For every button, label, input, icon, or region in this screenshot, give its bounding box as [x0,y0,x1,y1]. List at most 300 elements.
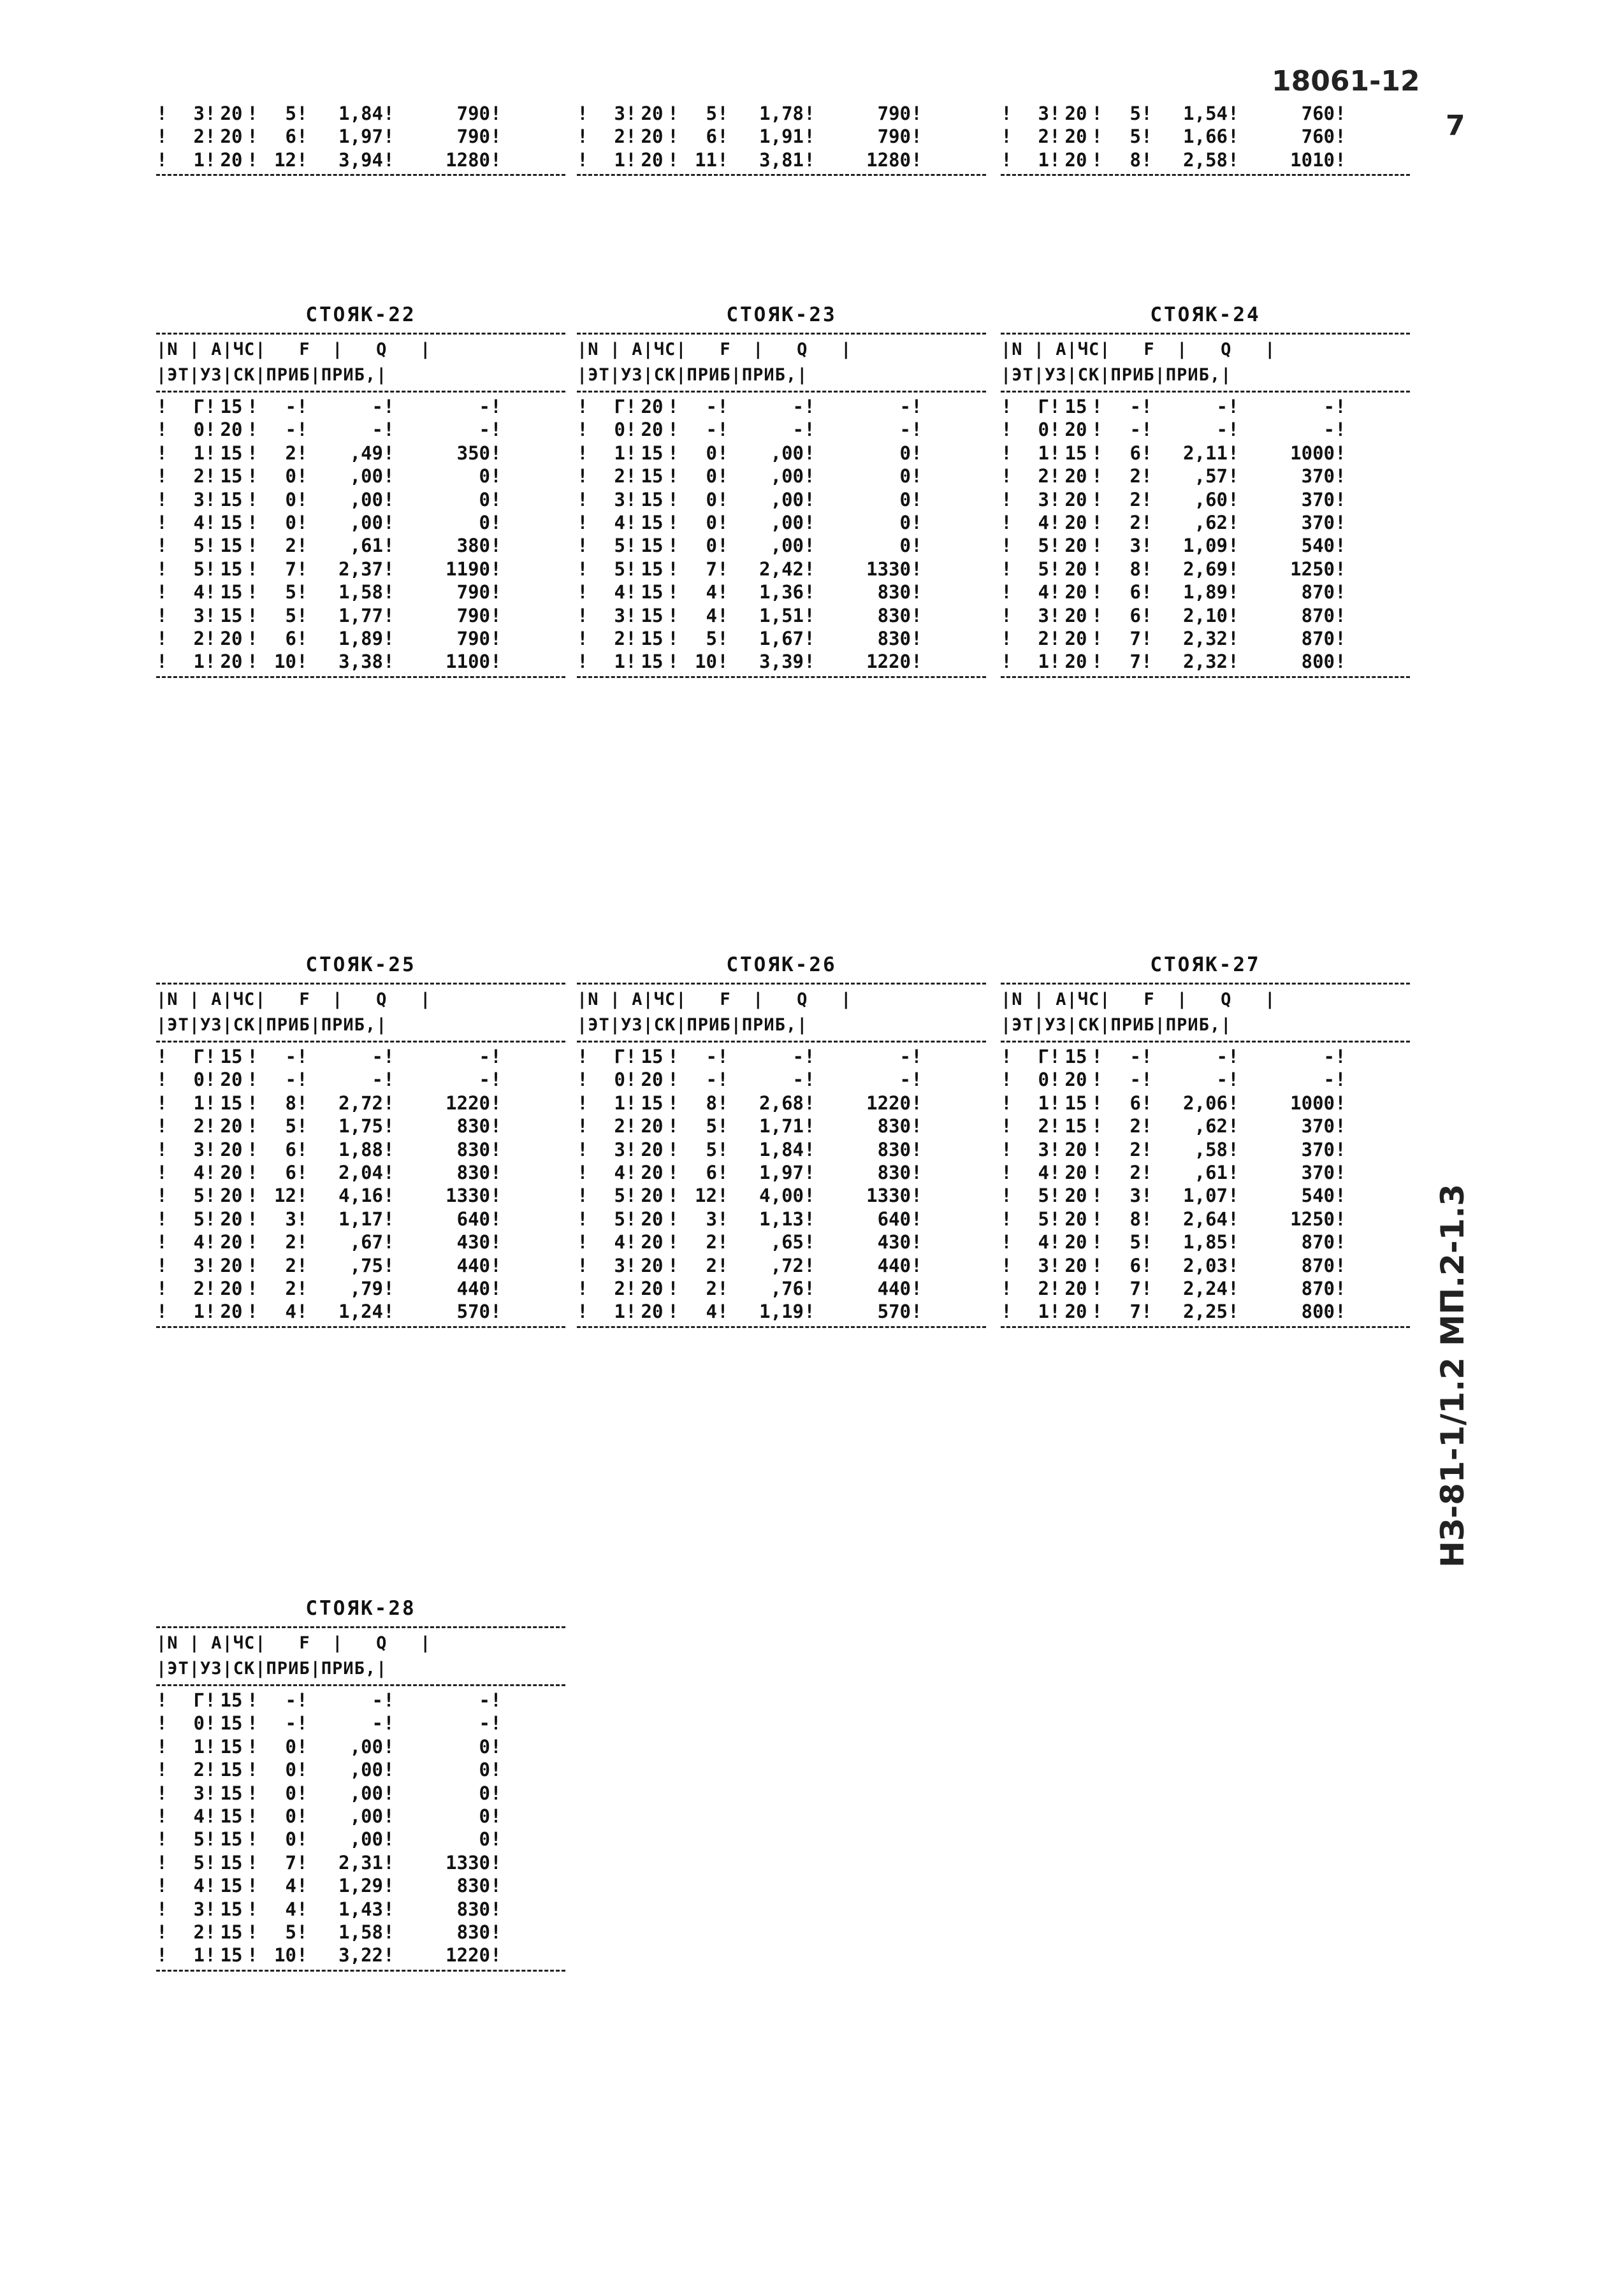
table-row: ! 3 ! 20 ! 6 ! 2,10 ! 870 ! [1001,604,1346,626]
table-cell: 1 [193,1301,205,1323]
table-cell: 3 [614,103,625,124]
table-cell: 0 [899,535,911,557]
table-cell: 0 [706,535,717,557]
table-cell: 1 [614,148,625,171]
table-cell: 7 [285,558,296,580]
table-cell: - [1129,1069,1141,1091]
table-cell: 5 [1129,103,1141,124]
table-cell: - [372,396,383,417]
table-cell: 830 [456,1898,490,1920]
table-cell: - [285,396,296,417]
table-cell: 15 [220,1782,243,1804]
table-cell: 4 [1038,581,1049,603]
table-cell: 4 [706,604,717,626]
table-cell: 15 [641,488,664,510]
table-cell: 1 [1038,1301,1049,1323]
table-cell: 0 [899,488,911,510]
table-cell: 830 [877,604,911,626]
table-cell: ,00 [770,442,804,464]
table-row: ! 5 ! 20 ! 8 ! 2,69 ! 1250 ! [1001,558,1346,580]
table-cell: 2,58 [1183,148,1228,171]
table-row: ! 3 ! 15 ! 4 ! 1,43 ! 830 ! [156,1898,502,1920]
divider [156,1041,565,1043]
divider [156,1626,565,1628]
table-cell: - [479,1069,490,1091]
table-row: ! 1 ! 15 ! 0 ! ,00 ! 0 ! [577,442,922,464]
table-row: ! 3 ! 15 ! 0 ! ,00 ! 0 ! [156,1782,502,1804]
table-cell: 6 [285,627,296,649]
table-cell: 5 [614,1208,625,1230]
table-cell: 6 [1129,581,1141,603]
table-cell: 20 [1064,511,1087,533]
table-cell: 0 [193,1069,205,1091]
table-cell: - [285,1712,296,1735]
table-row: ! 5 ! 20 ! 12 ! 4,16 ! 1330 ! [156,1185,502,1207]
table-row: ! 5 ! 15 ! 2 ! ,61 ! 380 ! [156,535,502,557]
table-cell: 1100 [446,651,490,673]
table-row: ! 4 ! 15 ! 4 ! 1,36 ! 830 ! [577,581,922,603]
table-cell: 1010 [1290,148,1335,171]
table-cell: - [372,1046,383,1067]
table-cell: 0 [479,465,490,487]
table-cell: 790 [456,103,490,124]
table-cell: 8 [706,1092,717,1114]
divider [577,1041,986,1043]
divider [577,333,986,335]
table-cell: 4 [1038,511,1049,533]
table-row: ! 5 ! 20 ! 3 ! 1,13 ! 640 ! [577,1208,922,1230]
table-cell: 4 [285,1875,296,1897]
table-cell: 8 [1129,148,1141,171]
table-cell: 15 [641,581,664,603]
table-cell: 830 [877,581,911,603]
table-cell: 0 [285,1828,296,1851]
table-cell: 2 [193,465,205,487]
table-cell: - [285,419,296,441]
table-row: ! 1 ! 15 ! 8 ! 2,72 ! 1220 ! [156,1092,502,1114]
table-cell: 4 [1038,1161,1049,1183]
table-cell: 1,75 [338,1115,383,1137]
table-row: ! 4 ! 15 ! 5 ! 1,58 ! 790 ! [156,581,502,603]
table-cell: 4 [614,511,625,533]
table-cell: 800 [1301,1301,1335,1323]
table-row: ! 1 ! 20 ! 12 ! 3,94 ! 1280 ! [156,148,502,171]
table-header-line-1: |N | А|ЧС| F | Q | [577,990,852,1009]
table-cell: 570 [877,1301,911,1323]
table-row: ! 3 ! 20 ! 5 ! 1,84 ! 830 ! [577,1138,922,1160]
divider [1001,676,1410,678]
riser-table [1001,102,1410,178]
table-cell: 0 [285,1759,296,1781]
divider [156,391,565,393]
table-cell: 15 [641,535,664,557]
table-cell: 20 [641,1185,664,1207]
table-cell: 1,43 [338,1898,383,1920]
table-cell: - [899,1046,911,1067]
table-cell: 1,88 [338,1138,383,1160]
table-cell: 8 [1129,558,1141,580]
table-cell: ,00 [349,1735,383,1758]
table-cell: ,65 [770,1231,804,1253]
table-cell: 0 [706,488,717,510]
table-cell: 15 [220,1898,243,1920]
table-cell: 15 [220,1921,243,1943]
table-cell: - [479,1689,490,1711]
table-cell: ,00 [349,465,383,487]
table-cell: 3 [285,1208,296,1230]
table-cell: 5 [193,1185,205,1207]
table-cell: 5 [614,558,625,580]
table-cell: 790 [456,627,490,649]
table-row: ! Г ! 15 ! - ! - ! - ! [1001,1046,1346,1067]
table-row: ! 2 ! 20 ! 5 ! 1,75 ! 830 ! [156,1115,502,1137]
table-cell: 0 [479,1759,490,1781]
table-cell: - [285,1689,296,1711]
table-cell: 0 [899,442,911,464]
table-row: ! 4 ! 15 ! 0 ! ,00 ! 0 ! [156,511,502,533]
table-cell: 830 [456,1921,490,1943]
divider [156,676,565,678]
table-cell: ,79 [349,1277,383,1299]
table-cell: 1,84 [338,103,383,124]
table-row: ! 4 ! 20 ! 6 ! 1,89 ! 870 ! [1001,581,1346,603]
table-cell: 12 [274,148,296,171]
table-cell: 10 [274,651,296,673]
table-header-line-2: |ЭТ|УЗ|СК|ПРИБ|ПРИБ,| [577,365,808,385]
table-cell: 20 [1064,103,1087,124]
table-cell: 15 [220,1092,243,1114]
table-cell: 790 [456,126,490,148]
table-cell: 7 [706,558,717,580]
table-cell: 20 [1064,627,1087,649]
divider [1001,1041,1410,1043]
table-cell: 1,78 [759,103,804,124]
table-cell: 5 [1038,1208,1049,1230]
table-cell: 2 [1038,465,1049,487]
table-cell: 15 [641,604,664,626]
table-cell: 0 [285,1782,296,1804]
table-title: СТОЯК-25 [305,953,416,976]
table-row: ! Г ! 15 ! - ! - ! - ! [156,1046,502,1067]
table-cell: ,62 [1194,1115,1228,1137]
table-cell: 5 [285,1115,296,1137]
table-cell: ,00 [770,511,804,533]
table-row: ! 5 ! 20 ! 12 ! 4,00 ! 1330 ! [577,1185,922,1207]
divider [156,983,565,985]
table-cell: 3 [614,604,625,626]
table-cell: 540 [1301,535,1335,557]
table-cell: 20 [1064,1254,1087,1276]
table-cell: 3 [193,1254,205,1276]
table-header-line-2: |ЭТ|УЗ|СК|ПРИБ|ПРИБ,| [156,1659,388,1679]
table-cell: 1,85 [1183,1231,1228,1253]
table-cell: 830 [877,1115,911,1137]
table-cell: 1000 [1290,1092,1335,1114]
table-cell: - [1129,419,1141,441]
table-cell: 15 [220,1735,243,1758]
table-cell: 2,11 [1183,442,1228,464]
table-row: ! 4 ! 15 ! 4 ! 1,29 ! 830 ! [156,1875,502,1897]
table-cell: - [372,1069,383,1091]
table-cell: 2 [1038,1277,1049,1299]
table-cell: - [706,419,717,441]
table-cell: 1 [193,651,205,673]
table-cell: 5 [285,604,296,626]
table-row: ! 5 ! 15 ! 7 ! 2,42 ! 1330 ! [577,558,922,580]
table-cell: 440 [877,1254,911,1276]
table-cell: 1,29 [338,1875,383,1897]
table-cell: 20 [1064,419,1087,441]
table-cell: 5 [1129,1231,1141,1253]
table-cell: 15 [1064,442,1087,464]
table-cell: 2 [1038,627,1049,649]
divider [1001,1326,1410,1328]
table-cell: 0 [614,1069,625,1091]
table-cell: 1280 [446,148,490,171]
table-cell: 870 [1301,581,1335,603]
table-cell: 15 [641,511,664,533]
table-cell: 760 [1301,126,1335,148]
table-cell: 20 [1064,535,1087,557]
table-cell: ,00 [349,1805,383,1827]
table-title: СТОЯК-24 [1150,303,1261,326]
table-cell: 20 [220,419,243,441]
table-cell: 3 [193,103,205,124]
table-cell: 3 [1129,535,1141,557]
table-row: ! 2 ! 20 ! 2 ! ,79 ! 440 ! [156,1277,502,1299]
table-cell: 1 [193,442,205,464]
table-cell: 370 [1301,1115,1335,1137]
table-cell: ,00 [349,1828,383,1851]
table-cell: 2,24 [1183,1277,1228,1299]
table-cell: 1 [193,1944,205,1967]
table-cell: 20 [1064,126,1087,148]
table-cell: 20 [220,1301,243,1323]
table-cell: 1 [1038,148,1049,171]
table-cell: ,00 [770,535,804,557]
table-cell: 830 [456,1115,490,1137]
table-cell: 20 [220,1161,243,1183]
table-cell: 15 [641,558,664,580]
table-cell: 20 [1064,1185,1087,1207]
table-cell: 2 [285,442,296,464]
riser-table [156,102,565,178]
table-cell: Г [193,1046,205,1067]
table-cell: - [792,419,804,441]
table-row: ! 1 ! 15 ! 6 ! 2,11 ! 1000 ! [1001,442,1346,464]
table-cell: 20 [1064,1161,1087,1183]
table-cell: 5 [193,558,205,580]
table-row: ! 3 ! 20 ! 2 ! ,60 ! 370 ! [1001,488,1346,510]
table-cell: 3,39 [759,651,804,673]
table-cell: 6 [1129,1254,1141,1276]
table-title: СТОЯК-28 [305,1597,416,1620]
table-cell: 15 [220,1944,243,1967]
table-cell: 15 [220,396,243,417]
table-header-line-2: |ЭТ|УЗ|СК|ПРИБ|ПРИБ,| [1001,1015,1232,1035]
table-row: ! 2 ! 20 ! 5 ! 1,71 ! 830 ! [577,1115,922,1137]
table-cell: 1330 [446,1851,490,1874]
table-cell: 20 [1064,488,1087,510]
table-title: СТОЯК-27 [1150,953,1261,976]
table-row: ! 5 ! 15 ! 0 ! ,00 ! 0 ! [577,535,922,557]
table-cell: 20 [1064,465,1087,487]
table-cell: 20 [220,627,243,649]
table-cell: 0 [1038,1069,1049,1091]
table-cell: 6 [706,1161,717,1183]
table-cell: 0 [285,488,296,510]
table-cell: 2 [1129,1161,1141,1183]
table-cell: 15 [220,511,243,533]
table-cell: 20 [220,148,243,171]
table-cell: ,61 [349,535,383,557]
table-row: ! 4 ! 20 ! 6 ! 1,97 ! 830 ! [577,1161,922,1183]
table-cell: 1,67 [759,627,804,649]
table-cell: 0 [479,1805,490,1827]
table-title: СТОЯК-26 [726,953,837,976]
table-cell: - [479,1712,490,1735]
table-row: ! 1 ! 20 ! 7 ! 2,25 ! 800 ! [1001,1301,1346,1323]
table-cell: 440 [456,1254,490,1276]
table-cell: - [792,396,804,417]
table-row: ! Г ! 20 ! - ! - ! - ! [577,396,922,417]
divider [577,983,986,985]
table-cell: ,00 [349,511,383,533]
table-cell: 20 [1064,1231,1087,1253]
table-cell: 800 [1301,651,1335,673]
table-cell: 15 [220,442,243,464]
table-cell: 370 [1301,465,1335,487]
table-cell: 20 [1064,1069,1087,1091]
divider [1001,333,1410,335]
side-document-code: НЗ-81-1/1.2 МП.2-1.3 [1434,1183,1471,1568]
table-cell: 2 [1129,488,1141,510]
table-cell: 1,66 [1183,126,1228,148]
table-row: ! 2 ! 20 ! 2 ! ,76 ! 440 ! [577,1277,922,1299]
table-cell: - [1216,419,1228,441]
table-cell: 5 [614,535,625,557]
riser-table [577,102,986,178]
table-cell: 2 [706,1277,717,1299]
table-cell: 15 [220,1828,243,1851]
divider [1001,174,1410,176]
table-row: ! 1 ! 15 ! 0 ! ,00 ! 0 ! [156,1735,502,1758]
table-row: ! 3 ! 20 ! 2 ! ,58 ! 370 ! [1001,1138,1346,1160]
table-cell: 430 [456,1231,490,1253]
table-cell: 5 [1038,1185,1049,1207]
table-cell: 3 [193,1898,205,1920]
table-cell: 0 [193,1712,205,1735]
table-cell: 15 [1064,1092,1087,1114]
table-cell: 790 [877,103,911,124]
table-cell: 1,51 [759,604,804,626]
table-cell: 2,04 [338,1161,383,1183]
table-cell: 20 [641,103,664,124]
table-cell: - [899,419,911,441]
table-cell: 1,97 [338,126,383,148]
table-cell: 2 [1038,126,1049,148]
table-cell: 15 [641,442,664,464]
table-cell: 2 [285,1231,296,1253]
table-cell: ,62 [1194,511,1228,533]
table-row: ! 2 ! 15 ! 0 ! ,00 ! 0 ! [156,465,502,487]
table-row: ! Г ! 15 ! - ! - ! - ! [156,1689,502,1711]
table-cell: 0 [479,1828,490,1851]
table-cell: Г [1038,396,1049,417]
divider [156,174,565,176]
table-cell: 1220 [866,651,911,673]
table-cell: 15 [220,604,243,626]
table-cell: 4 [706,1301,717,1323]
table-cell: 15 [1064,396,1087,417]
table-cell: ,00 [770,488,804,510]
table-cell: 1 [193,148,205,171]
table-cell: 20 [1064,148,1087,171]
table-cell: ,00 [349,488,383,510]
table-cell: 2,06 [1183,1092,1228,1114]
table-cell: 7 [285,1851,296,1874]
table-cell: 0 [285,1805,296,1827]
table-row: ! 4 ! 20 ! 2 ! ,65 ! 430 ! [577,1231,922,1253]
table-row: ! 5 ! 15 ! 7 ! 2,37 ! 1190 ! [156,558,502,580]
table-row: ! 1 ! 20 ! 4 ! 1,24 ! 570 ! [156,1301,502,1323]
table-row: ! 5 ! 20 ! 8 ! 2,64 ! 1250 ! [1001,1208,1346,1230]
table-cell: 760 [1301,103,1335,124]
table-cell: 1280 [866,148,911,171]
table-cell: 20 [220,1254,243,1276]
table-cell: 0 [479,1735,490,1758]
table-cell: ,67 [349,1231,383,1253]
table-cell: 20 [1064,581,1087,603]
table-cell: 2,31 [338,1851,383,1874]
table-cell: 4 [614,1231,625,1253]
table-cell: 15 [220,465,243,487]
table-cell: 15 [220,535,243,557]
table-cell: 830 [456,1138,490,1160]
table-cell: 790 [456,581,490,603]
table-cell: 5 [193,1828,205,1851]
table-cell: 3 [193,488,205,510]
table-cell: 20 [220,103,243,124]
table-cell: 5 [1038,558,1049,580]
table-cell: 2 [706,1231,717,1253]
table-cell: 4,16 [338,1185,383,1207]
table-cell: 0 [479,1782,490,1804]
table-row: ! 4 ! 15 ! 0 ! ,00 ! 0 ! [156,1805,502,1827]
table-cell: 2 [193,1115,205,1137]
divider [577,174,986,176]
table-row: ! 0 ! 20 ! - ! - ! - ! [1001,419,1346,441]
table-cell: 1,19 [759,1301,804,1323]
table-cell: - [1216,1069,1228,1091]
table-cell: 2 [1129,1115,1141,1137]
table-cell: - [1323,1069,1335,1091]
table-cell: 1,07 [1183,1185,1228,1207]
table-row: ! 1 ! 15 ! 10 ! 3,22 ! 1220 ! [156,1944,502,1967]
table-cell: 1,17 [338,1208,383,1230]
table-header-line-2: |ЭТ|УЗ|СК|ПРИБ|ПРИБ,| [577,1015,808,1035]
table-row: ! 0 ! 20 ! - ! - ! - ! [577,1069,922,1091]
table-cell: 1220 [446,1944,490,1967]
table-cell: 0 [285,511,296,533]
table-row: ! 2 ! 15 ! 5 ! 1,67 ! 830 ! [577,627,922,649]
table-cell: 380 [456,535,490,557]
table-cell: 1,77 [338,604,383,626]
table-cell: 0 [706,465,717,487]
table-cell: 570 [456,1301,490,1323]
table-header-line-1: |N | А|ЧС| F | Q | [577,340,852,359]
table-cell: - [1129,396,1141,417]
